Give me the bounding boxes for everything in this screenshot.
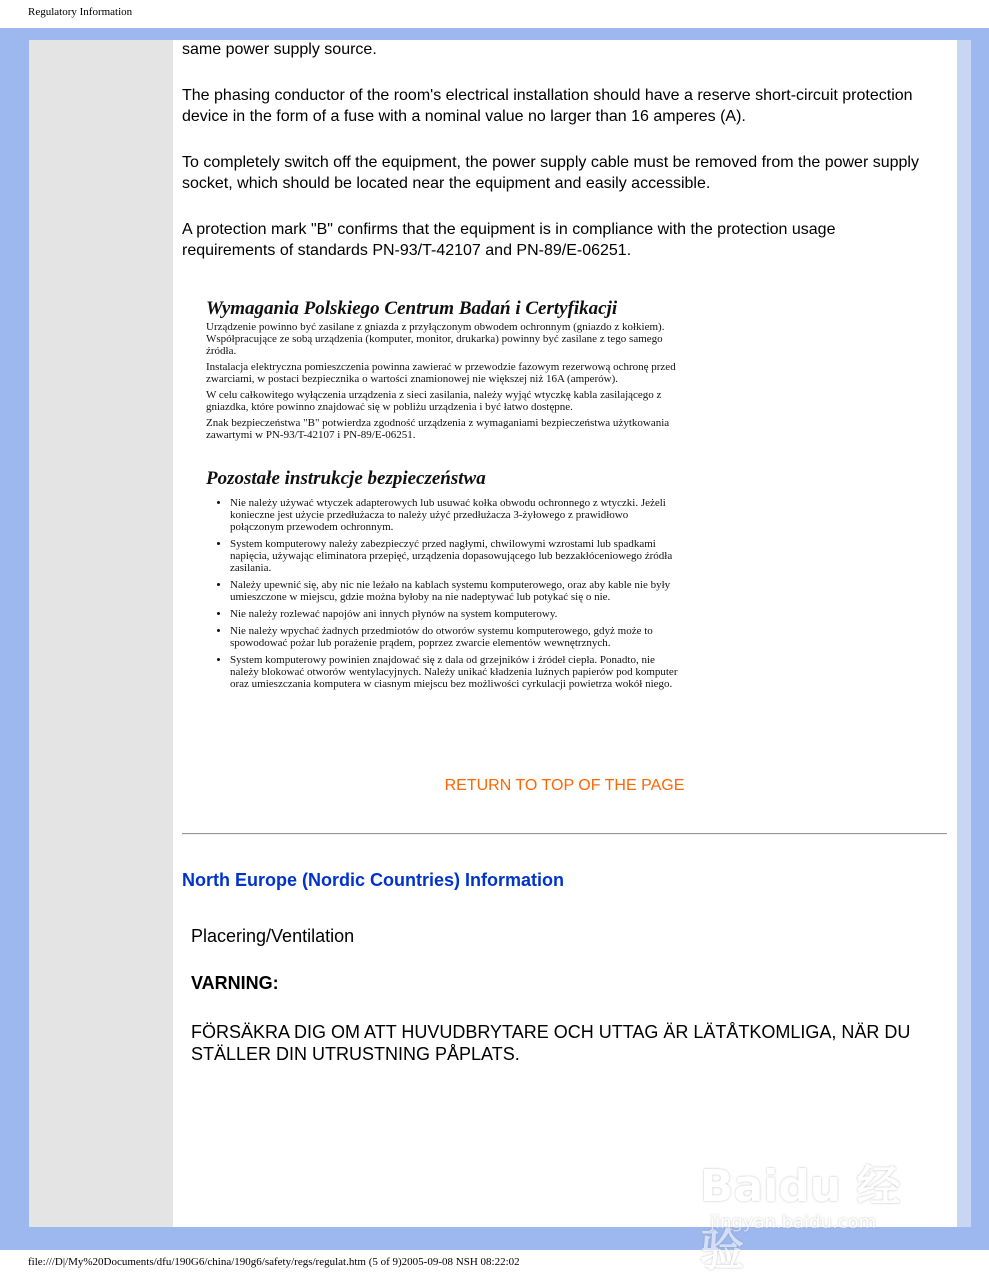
polish-regulation-image [206,297,696,695]
return-to-top-link[interactable]: RETURN TO TOP OF THE PAGE [444,777,685,794]
scan-bullet-list [206,497,696,690]
scan-bullet: • Nie należy wpychać żadnych przedmiotów do otworów systemu komputerowego, gdyż może to spowodować pożar lub porażenie prądem, poprzez zwarcie elementów wewnętrznych. [230,625,680,649]
scan-bullet: • Nie należy rozlewać napojów ani innych płynów na system komputerowy. [230,608,680,620]
scan-paragraph: W celu całkowitego wyłączenia urządzenia z sieci zasilania, należy wyjąć wtyczkę kabla zasilającego z gniazdka, które powinno znajdować się w pobliżu urządzenia i być łatwo dostępne. [206,389,662,413]
forsakra-text: FÖRSÄKRA DIG OM ATT HUVUDBRYTARE OCH UTTAG ÄR LÄTÅTKOMLIGA, NÄR DU STÄLLER DIN UTRUSTNING PÅPLATS. [191,1022,911,1064]
scan-paragraph: Urządzenie powinno być zasilane z gniazda z przyłączonym obwodem ochronnym (gniazdo z kołkiem). Współpracujące ze sobą urządzenia (komputer, monitor, drukarka) powinny być zasilane z tego samego źródła. [206,321,665,357]
watermark-url: jingyan.baidu.com [710,1212,877,1233]
paragraph-phasing-conductor: The phasing conductor of the room's electrical installation should have a reserve short-circuit protection device in the form of a fuse with a nominal value no larger than 16 amperes (A). [182,87,913,125]
scan-bullet: • System komputerowy powinien znajdować się z dala od grzejników i źródeł ciepła. Ponadto, nie należy blokować otworów wentylacyjnych. Należy unikać kładzenia luźnych papierów pod komputer oraz umieszczania komputera w ciasnym miejscu bez możliwości cyrkulacji powietrza wokół niego. [230,654,680,690]
scan-heading-certification: Wymagania Polskiego Centrum Badań i Certyfikacji [206,298,618,319]
scan-paragraph: Instalacja elektryczna pomieszczenia powinna zawierać w przewodzie fazowym rezerwową ochronę przed zwarciami, w postaci bezpiecznika o wartości znamionowej nie większej niż 16A (amperów). [206,361,676,385]
placering-label: Placering/Ventilation [191,926,355,946]
varning-label: VARNING: [191,973,279,993]
baidu-watermark [700,1130,930,1276]
scan-bullet: • Nie należy używać wtyczek adapterowych lub usuwać kołka obwodu ochronnego z wtyczki. Jeżeli konieczne jest użycie przedłużacza to należy użyć przedłużacza 3-żyłowego z prawidłowo połączonym przewodem ochronnym. [230,497,680,533]
paragraph-protection-mark: A protection mark "B" confirms that the equipment is in compliance with the protection usage requirements of standards PN-93/T-42107 and PN-89/E-06251. [182,221,836,259]
print-header: Regulatory Information [28,6,133,18]
print-footer: file:///D|/My%20Documents/dfu/190G6/china/190g6/safety/regs/regulat.htm (5 of 9)2005-09-08 NSH 08:22:02 [28,1256,520,1268]
section-divider [182,833,947,835]
scan-paragraph: Znak bezpieczeństwa "B" potwierdza zgodność urządzenia z wymaganiami bezpieczeństwa użytkowania zawartymi w PN-93/T-42107 i PN-89/E-06251. [206,417,670,441]
scan-heading-safety: Pozostałe instrukcje bezpieczeństwa [206,468,486,489]
return-to-top [182,775,947,796]
paragraph-power-source: same power supply source. [182,41,377,58]
left-nav-column [29,40,173,1227]
main-content [173,40,957,1227]
right-edge [957,40,971,1227]
watermark-brand: Baidu 经验 [700,1161,901,1276]
nordic-heading: North Europe (Nordic Countries) Information [182,870,564,890]
paragraph-switch-off: To completely switch off the equipment, the power supply cable must be removed from the power supply socket, which should be located near the equipment and easily accessible. [182,154,919,192]
scan-bullet: • Należy upewnić się, aby nic nie leżało na kablach systemu komputerowego, oraz aby kable nie były umieszczone w miejscu, gdzie można byłoby na nie nadeptywać lub potykać się o nie. [230,579,680,603]
scan-bullet: • System komputerowy należy zabezpieczyć przed nagłymi, chwilowymi wzrostami lub spadkami napięcia, używając eliminatora przepięć, urządzenia dopasowującego lub bezzakłóceniowego źródła zasilania. [230,538,680,574]
